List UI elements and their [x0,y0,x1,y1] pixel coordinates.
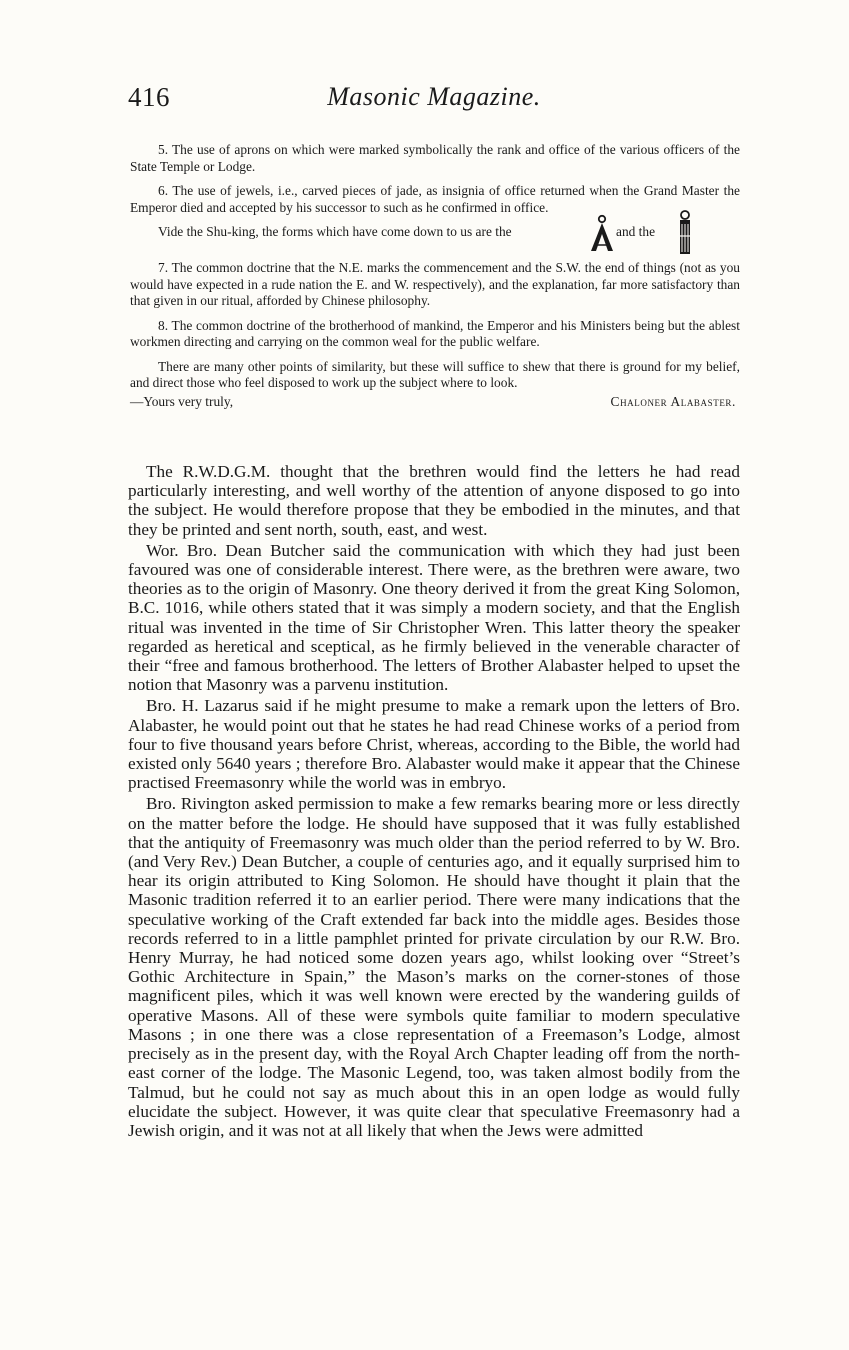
letter-item-6: 6. The use of jewels, i.e., carved pieces of jade, as insignia of office returned when the Grand Master the Emperor died and accepted by his successor to such as he confirmed in office. [130,183,740,215]
letter-closing: There are many other points of similarity, but these will suffice to shew that there is ground for my belief, and direct those who feel disposed to work up the subject where to look. [130,358,740,390]
compass-jade-icon [588,214,616,254]
running-title: Masonic Magazine. [327,82,541,111]
signature-line [130,394,740,411]
vide-and-text: and the [616,224,656,239]
vide-shu-king-line [130,218,740,252]
key-jade-icon [674,210,696,256]
main-text [128,462,740,1142]
paragraph-rivington: Bro. Rivington asked permission to make a few remarks bearing more or less directly on the matter before the lodge. He should have supposed that it was fully established that the antiquity of Freemasonry was much older than the period referred to by W. Bro. (and Very Rev.) Dean Butcher, a couple of centuries ago, and it equally surprised him to hear its origin attributed to King Solomon. He should have thought it plain that the Masonic tradition referred it to an earlier period. There were many indications that the speculative working of the Craft extended far back into the middle ages. Besides those records referred to in a little pamphlet printed for private circulation by our R.W. Bro. Henry Murray, he had noticed some dozen years ago, whilst looking over “Street’s Gothic Architecture in Spain,” the Mason’s marks on the corner-stones of those magnificent piles, which it was well known were erected by the wandering guilds of operative Masons. All of these were symbols quite familiar to modern speculative Masons ; in one there was a close representation of a Freemason’s Lodge, almost precisely as in the present day, with the Royal Arch Chapter leading off from the north-east corner of the lodge. The Masonic Legend, too, was taken almost bodily from the Talmud, but he could not say as much about this in an open lodge as would fully elucidate the subject. However, it was quite clear that speculative Freemasonry had a Jewish origin, and it was not at all likely that when the Jews were admitted [128,794,740,1140]
paragraph-lazarus: Bro. H. Lazarus said if he might presume to make a remark upon the letters of Bro. Alabaster, he would point out that he states he had read Chinese works of a period from four to five thousand years before Christ, whereas, according to the Bible, the world had existed only 5640 years ; therefore Bro. Alabaster would make it appear that the Chinese practised Freemasonry while the world was in embryo. [128,696,740,793]
paragraph-rwdgm: The R.W.D.G.M. thought that the brethren would find the letters he had read particularly interesting, and well worthy of the attention of anyone disposed to go into the subject. He would therefore propose that they be embodied in the minutes, and that they be printed and sent north, south, east, and west. [128,462,740,539]
paragraph-dean-butcher: Wor. Bro. Dean Butcher said the communication with which they had just been favoured was one of considerable interest. There were, as the brethren were aware, two theories as to the origin of Masonry. One theory derived it from the great King Solomon, B.C. 1016, while others stated that it was simply a modern society, and that the English ritual was invented in the time of Sir Christopher Wren. This latter theory the speaker regarded as heretical and sceptical, as he firmly believed in the venerable character of their “free and famous brotherhood. The letters of Brother Alabaster helped to upset the notion that Masonry was a parvenu institution. [128,540,740,695]
letter-item-8: 8. The common doctrine of the brotherhood of mankind, the Emperor and his Ministers being but the ablest workmen directing and carrying on the common weal for the public welfare. [130,317,740,349]
page-number: 416 [128,82,170,112]
signature: Chaloner Alabaster. [610,393,736,409]
letter-excerpt [130,142,740,410]
letter-item-5: 5. The use of aprons on which were marked symbolically the rank and office of the various officers of the State Temple or Lodge. [130,142,740,174]
page-header [128,82,740,122]
valediction: —Yours very truly, [130,393,234,409]
letter-item-7: 7. The common doctrine that the N.E. marks the commencement and the S.W. the end of things (not as you would have expected in a rude nation the E. and W. respectively), and the explanation, far more satisfactory than that given in our ritual, afforded by Chinese philosophy. [130,260,740,308]
vide-text: Vide the Shu-king, the forms which have come down to us are the [158,224,512,239]
